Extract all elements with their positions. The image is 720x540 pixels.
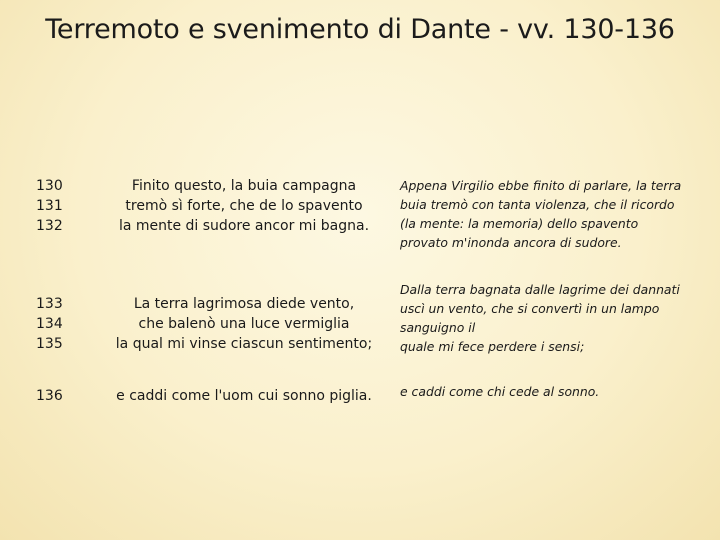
slide-title: Terremoto e svenimento di Dante - vv. 130-136 (45, 14, 675, 45)
original-line: la qual mi vinse ciascun sentimento; (115, 336, 373, 352)
verse-numbers (28, 382, 98, 426)
paraphrase-line: Dalla terra bagnata dalle lagrime dei dannati (400, 282, 680, 297)
paraphrase-text (390, 382, 708, 426)
paraphrase-line: uscì un vento, che si convertì in un lampo (400, 301, 660, 316)
original-line: Finito questo, la buia campagna (131, 178, 357, 194)
table-row (28, 382, 708, 426)
paraphrase-text (390, 170, 708, 280)
original-line: tremò sì forte, che de lo spavento (125, 198, 363, 214)
original-line: la mente di sudore ancor mi bagna. (118, 218, 370, 234)
verse-numbers (28, 170, 98, 280)
verse-number: 131 (36, 198, 63, 214)
paraphrase-line: e caddi come chi cede al sonno. (400, 384, 600, 399)
paraphrase-line: buia tremò con tanta violenza, che il ricordo (400, 197, 675, 212)
verse-number: 135 (36, 336, 63, 352)
verse-number: 136 (36, 388, 63, 404)
paraphrase-line: quale mi fece perdere i sensi; (400, 339, 585, 354)
paraphrase-line: provato m'inonda ancora di sudore. (400, 235, 622, 250)
paraphrase-text (390, 280, 708, 382)
original-line: e caddi come l'uom cui sonno piglia. (116, 388, 372, 404)
verse-numbers (28, 280, 98, 382)
original-text (98, 170, 390, 280)
table-row (28, 280, 708, 382)
verse-number: 130 (36, 178, 63, 194)
paraphrase-line: Appena Virgilio ebbe finito di parlare, la terra (400, 178, 682, 193)
paraphrase-line: (la mente: la memoria) dello spavento (400, 216, 639, 231)
original-line: La terra lagrimosa diede vento, (133, 296, 355, 312)
table-row (28, 170, 708, 280)
original-line: che balenò una luce vermiglia (138, 316, 350, 332)
verse-number: 134 (36, 316, 63, 332)
paraphrase-line: sanguigno il (400, 320, 476, 335)
verse-number: 133 (36, 296, 63, 312)
original-text (98, 382, 390, 426)
verse-number: 132 (36, 218, 63, 234)
original-text (98, 280, 390, 382)
verses-table (28, 170, 708, 426)
